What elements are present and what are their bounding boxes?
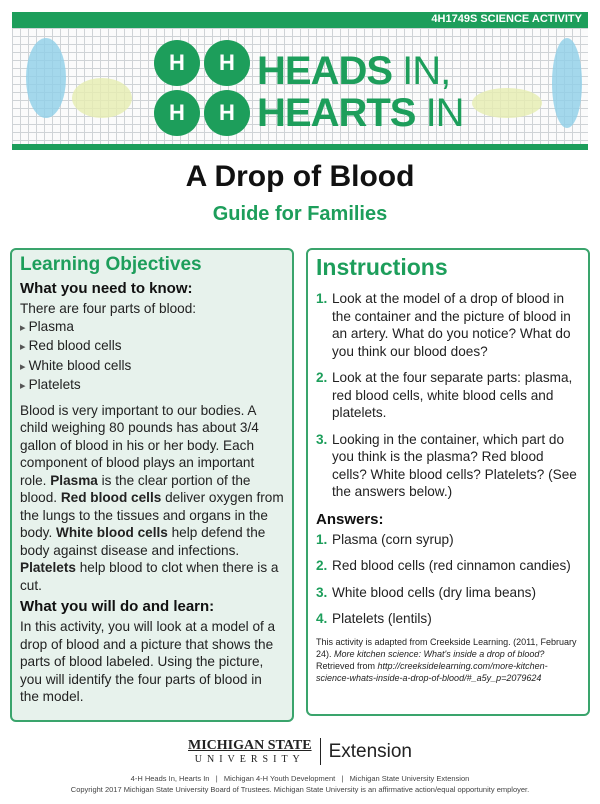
decorative-illustration — [26, 38, 66, 118]
body-paragraph: Blood is very important to our bodies. A child weighing 80 pounds has about 3/4 gallon of blood in his or her body. Each component of blood plays an important role. Plasma is the clear portion of the blood. Red blood cells deliver oxygen from the lungs to the tissues and organs in the body. White blood cells help defend the body against disease and infections. Platelets help blood to clot when there is a cut. — [20, 402, 284, 593]
list-item: 1. Plasma (corn syrup) — [316, 531, 454, 547]
activity-code: 4H1749S SCIENCE ACTIVITY — [431, 13, 582, 25]
section-title: Instructions — [316, 254, 448, 280]
program-logo-text: HEADS IN, HEARTS IN — [257, 49, 464, 135]
list-item: 4. Platelets (lentils) — [316, 611, 432, 626]
subheading: What you will do and learn: — [20, 598, 215, 615]
steps-list — [316, 290, 580, 501]
list-item: ▸ Platelets — [20, 376, 284, 396]
list-item: 2. Red blood cells (red cinnamon candies) — [316, 558, 571, 573]
decorative-illustration — [72, 78, 132, 118]
body-paragraph: In this activity, you will look at a model of a drop of blood and a picture that shows the parts of blood labeled. Using the picture, you will identify the four parts of blood in the model. — [20, 619, 276, 704]
list-item: ▸ Red blood cells — [20, 337, 284, 357]
list-item: 2. Look at the four separate parts: plasma, red blood cells, white blood cells and platelets. — [316, 370, 573, 420]
decorative-illustration — [552, 38, 582, 128]
list-item: 3. Looking in the container, which part do you think is the plasma? Red blood cells? White blood cells? Platelets? (See the answers below.) — [316, 431, 577, 499]
4h-clover-logo: H H H H — [152, 38, 252, 138]
citation: This activity is adapted from Creekside Learning. (2011, February 24). More kitchen science: What's inside a drop of blood? Retrieved from http://creeksidelearning.com/more-kitchen-science-whats-inside-a-drop-of-blood/#_a5y_p=2079624 — [316, 636, 577, 683]
page-title: A Drop of Blood — [185, 160, 415, 193]
intro-text: There are four parts of blood: — [20, 301, 197, 316]
footer-copyright: Copyright 2017 Michigan State University Board of Trustees. Michigan State University is an affirmative action/equal opportunity employer. — [70, 785, 530, 794]
list-item: ▸ Plasma — [20, 318, 284, 338]
list-item: ▸ White blood cells — [20, 357, 284, 377]
subheading: Answers: — [316, 510, 384, 528]
list-item: 1. Look at the model of a drop of blood in the container and the picture of blood in an artery. What do you notice? What do you think our blood does? — [316, 291, 571, 359]
subheading: What you need to know: — [20, 280, 193, 297]
learning-objectives-box — [10, 248, 294, 722]
citation-link: http://creeksidelearning.com/more-kitchen-science-whats-inside-a-drop-of-blood/#_a5y_p=2079624 — [316, 660, 548, 683]
list-item: 3. White blood cells (dry lima beans) — [316, 584, 536, 600]
section-title: Learning Objectives — [20, 254, 202, 275]
footer-credits: 4-H Heads In, Hearts In | Michigan 4-H Youth Development | Michigan State University Extension — [130, 774, 470, 783]
decorative-illustration — [472, 88, 542, 118]
msu-extension-logo: MICHIGAN STATE UNIVERSITY Extension — [188, 738, 413, 765]
parts-list — [20, 318, 284, 396]
answers-list — [316, 531, 580, 628]
page-subtitle: Guide for Families — [212, 203, 388, 225]
instructions-box — [306, 248, 590, 716]
header-banner — [12, 12, 588, 150]
